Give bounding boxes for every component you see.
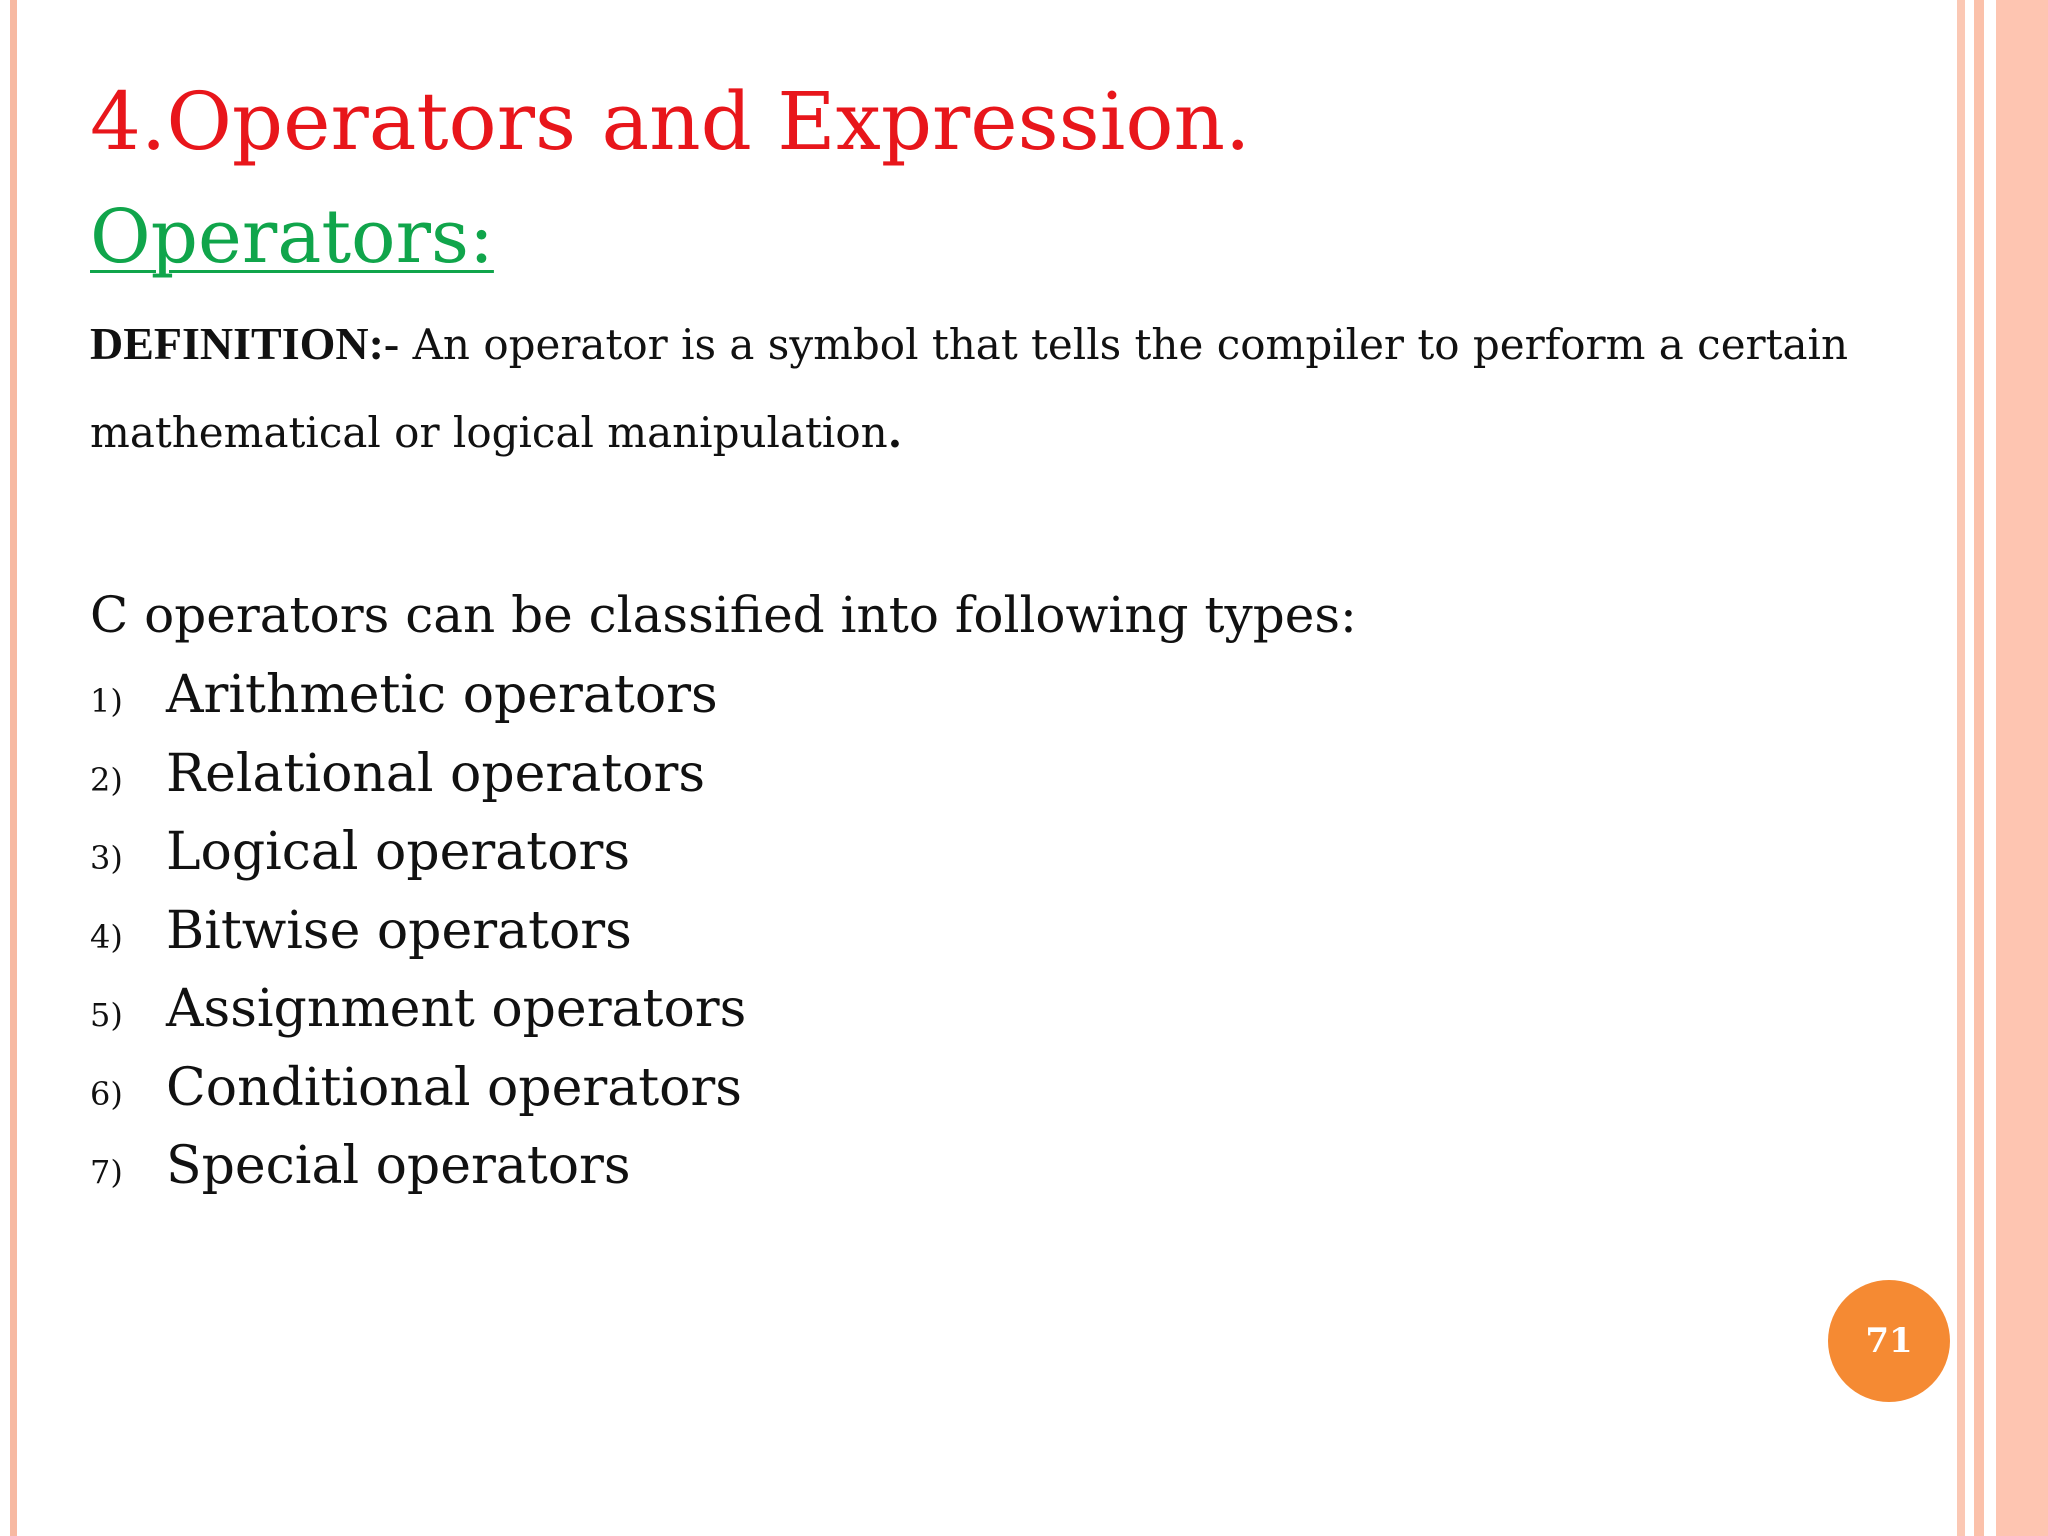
list-item-label: Arithmetic operators [166, 665, 718, 725]
list-item-number: 4) [90, 917, 123, 956]
list-item-number: 1) [90, 682, 123, 720]
definition-end-mark: . [887, 408, 903, 457]
left-border-decoration [10, 0, 17, 1536]
right-border-stripe-3 [1996, 0, 2048, 1536]
list-item [90, 901, 746, 980]
classification-intro: C operators can be classified into following types: [90, 586, 1357, 644]
right-border-stripe-2 [1974, 0, 1984, 1536]
list-item-label: Relational operators [166, 743, 706, 804]
page-number: 71 [1865, 1321, 1913, 1361]
section-heading: Operators: [90, 194, 494, 280]
list-item [90, 822, 746, 901]
list-item-label: Bitwise operators [166, 900, 632, 961]
definition-paragraph [90, 300, 1890, 477]
operator-types-list [90, 665, 746, 1215]
list-item [90, 744, 746, 823]
list-item-number: 5) [90, 996, 123, 1034]
list-item-number: 3) [90, 839, 123, 877]
slide-title: 4.Operators and Expression. [90, 75, 1251, 168]
list-item-label: Logical operators [166, 822, 631, 882]
list-item [90, 665, 746, 744]
list-item-number: 7) [90, 1153, 123, 1191]
definition-text: An operator is a symbol that tells the compiler to perform a certain mathematical or logical manipulation [90, 320, 1849, 457]
list-item [90, 979, 746, 1058]
page-number-badge [1828, 1280, 1950, 1402]
list-item [90, 1058, 746, 1137]
list-item-number: 6) [90, 1074, 123, 1113]
right-border-stripe-1 [1957, 0, 1965, 1536]
list-item [90, 1136, 746, 1215]
list-item-label: Conditional operators [166, 1057, 742, 1118]
definition-label: DEFINITION:- [90, 318, 400, 369]
list-item-label: Assignment operators [166, 979, 747, 1039]
list-item-number: 2) [90, 760, 123, 799]
list-item-label: Special operators [166, 1136, 631, 1196]
